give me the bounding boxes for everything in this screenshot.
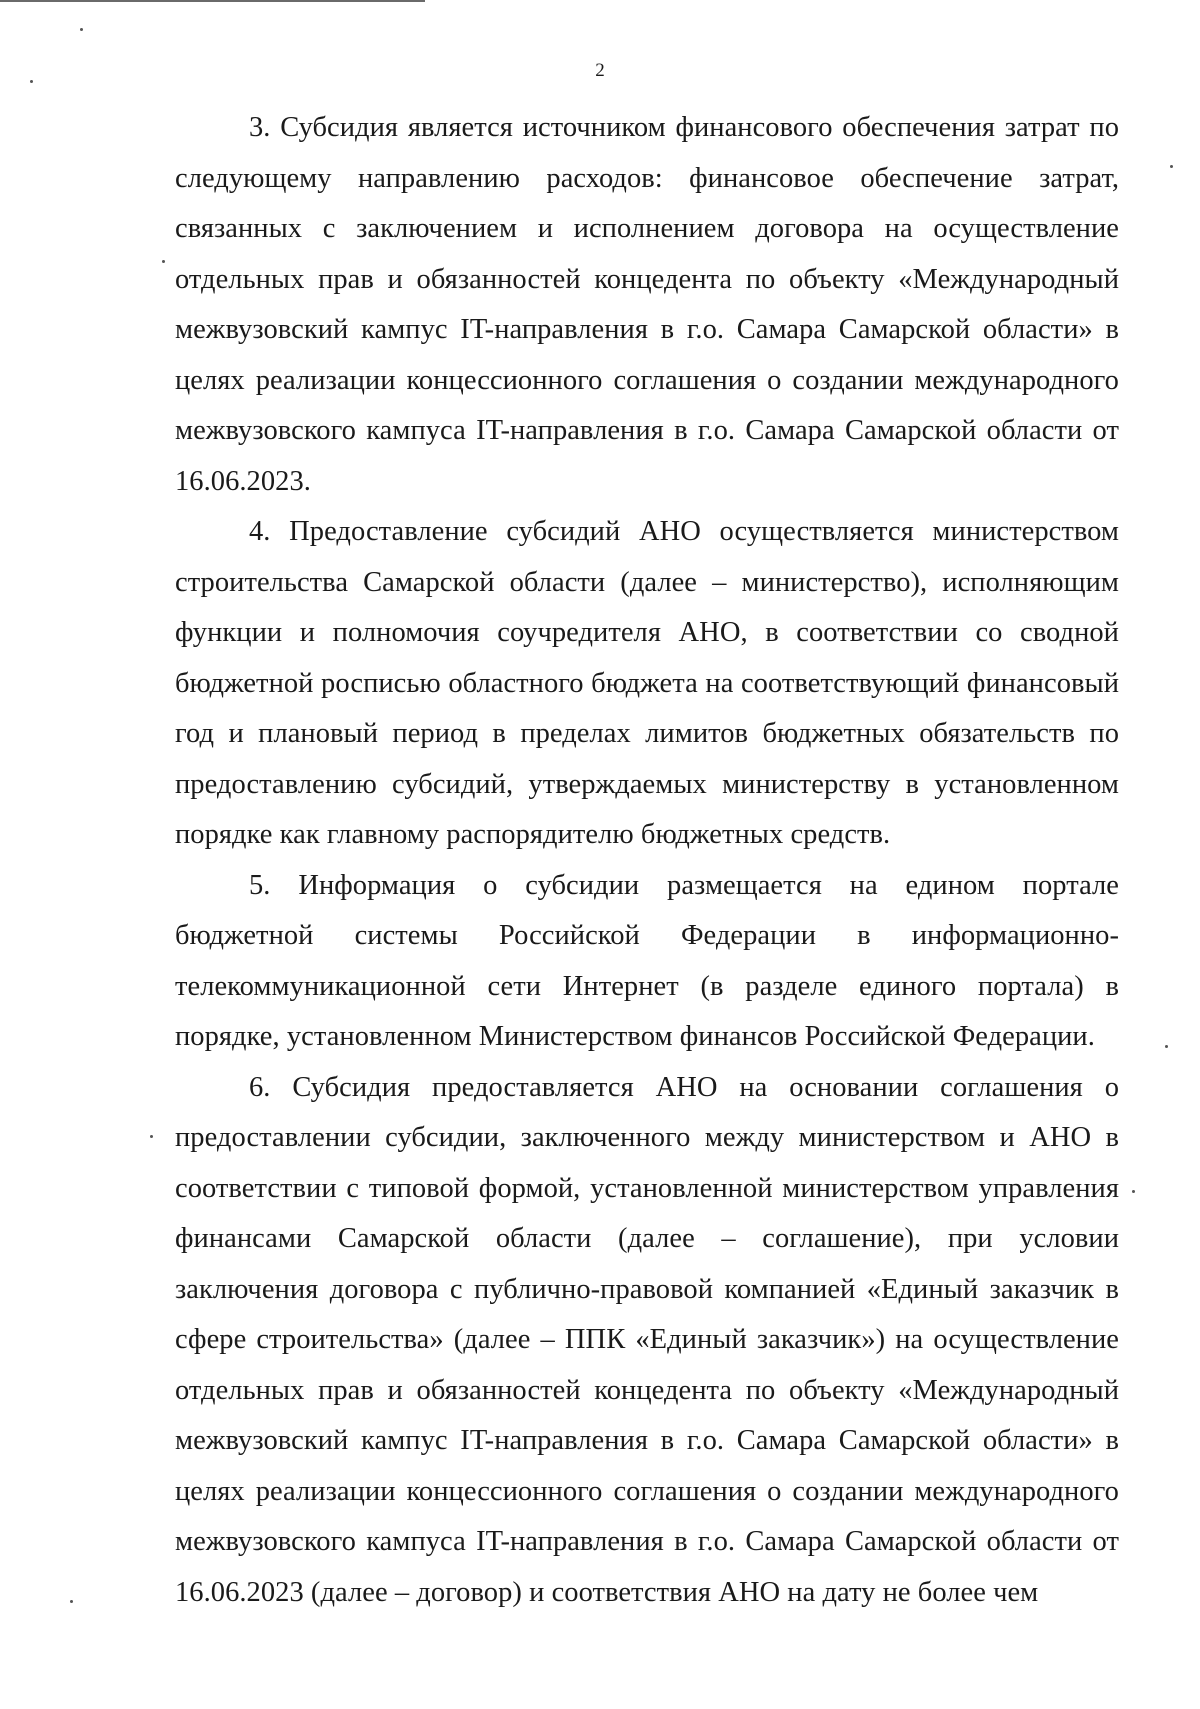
document-body [175, 103, 1119, 1618]
scan-speck [70, 1600, 73, 1603]
scan-speck [80, 28, 83, 31]
scan-speck [1132, 1190, 1135, 1193]
scan-speck [30, 80, 33, 83]
page-number: 2 [595, 60, 605, 81]
paragraph-5: 5. Информация о субсидии размещается на едином портале бюджетной системы Российской Федерации в информационно-телекоммуникационной сети Интернет (в разделе единого портала) в порядке, установленном Министерством финансов Российской Федерации. [175, 869, 1119, 1052]
scan-edge-line [0, 0, 425, 2]
scan-speck [162, 260, 165, 263]
scan-speck [1165, 1045, 1168, 1048]
paragraph-4: 4. Предоставление субсидий АНО осуществляется министерством строительства Самарской области (далее – министерство), исполняющим функции и полномочия соучредителя АНО, в соответствии со сводной бюджетной росписью областного бюджета на соответствующий финансовый год и плановый период в пределах лимитов бюджетных обязательств по предоставлению субсидий, утверждаемых министерству в установленном порядке как главному распорядителю бюджетных средств. [175, 516, 1119, 850]
paragraph-6: 6. Субсидия предоставляется АНО на основании соглашения о предоставлении субсидии, заключенного между министерством и АНО в соответствии с типовой формой, установленной министерством управления финансами Самарской области (далее – соглашение), при условии заключения договора с публично-правовой компанией «Единый заказчик в сфере строительства» (далее – ППК «Единый заказчик») на осуществление отдельных прав и обязанностей концедента по объекту «Международный межвузовский кампус IT-направления в г.о. Самара Самарской области» в целях реализации концессионного соглашения о создании международного межвузовского кампуса IT-направления в г.о. Самара Самарской области от 16.06.2023 (далее – договор) и соответствия АНО на дату не более чем [175, 1071, 1119, 1608]
paragraph-3: 3. Субсидия является источником финансового обеспечения затрат по следующему направлению расходов: финансовое обеспечение затрат, связанных с заключением и исполнением договора на осуществление отдельных прав и обязанностей концедента по объекту «Международный межвузовский кампус IT-направления в г.о. Самара Самарской области» в целях реализации концессионного соглашения о создании международного межвузовского кампуса IT-направления в г.о. Самара Самарской области от 16.06.2023. [175, 112, 1119, 497]
scan-speck [1170, 165, 1173, 168]
scan-speck [150, 1135, 153, 1138]
